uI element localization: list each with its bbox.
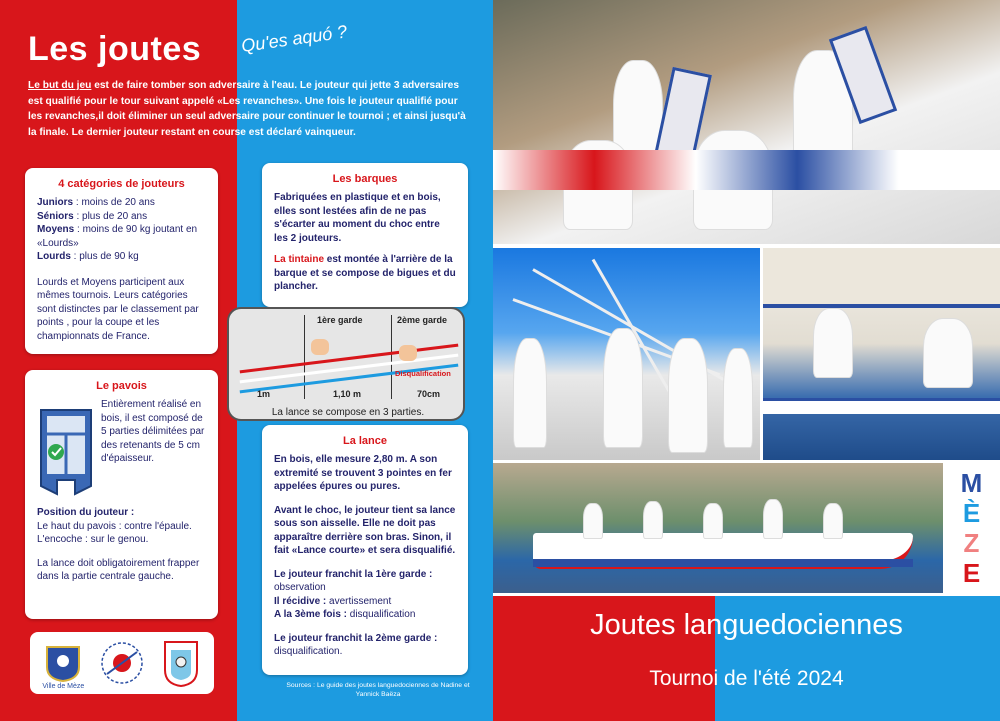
category-item: Lourds : plus de 90 kg <box>37 251 139 262</box>
meze-letter: È <box>962 498 981 528</box>
position-line: L'encoche : sur le genou. <box>37 534 149 545</box>
meze-vertical-label <box>943 463 1000 593</box>
position-title: Position du jouteur : <box>37 507 135 518</box>
club-shield-logo <box>158 636 204 690</box>
barques-title: Les barques <box>332 173 398 185</box>
length-label: 70cm <box>417 389 441 399</box>
garde1-label: 1ère garde <box>317 315 363 325</box>
length-label: 1,10 m <box>333 389 362 399</box>
lance-p2: Avant le choc, le jouteur tient sa lance sous son aisselle. Elle ne doit pas apparaître derrière son bras. Sinon, il fait «Lance courte» et sera disqualifié. <box>274 504 456 556</box>
page-title: Les joutes <box>28 30 202 68</box>
lance-rule-2: Il récidive : avertissement <box>274 595 392 607</box>
length-label: 1m <box>257 389 271 399</box>
position-line: Le haut du pavois : contre l'épaule. <box>37 520 192 532</box>
sponsor-logos <box>30 632 214 694</box>
lance-rule-3: A la 3ème fois : disqualification <box>274 609 416 620</box>
meze-letter: Z <box>963 528 980 558</box>
categories-box <box>25 168 218 354</box>
meze-letter: M <box>960 468 983 498</box>
lance-diagram <box>227 307 465 421</box>
diagram-divider <box>391 315 392 399</box>
intro-text <box>28 78 468 140</box>
ville-de-meze-label: Ville de Mèze <box>42 683 85 690</box>
categories-list <box>37 196 206 264</box>
garde2-label: 2ème garde <box>397 315 448 325</box>
intro-body: est de faire tomber son adversaire à l'eau. Le jouteur qui jette 3 adversaires est qualifié pour le tour suivant appelé «Les revanches». Une fois le jouteur qualifié pour les revanches,il doit éliminer un seul adversaire pour continuer le tournoi ; et ainsi jusqu'à la finale. Le dernier jouteur restant en course est déclaré vainqueur. <box>28 80 466 138</box>
source-note: Sources : Le guide des joutes languedociennes de Nadine et Yannick Baëza <box>286 682 470 698</box>
ville-de-meze-logo <box>40 636 86 690</box>
hand-icon <box>311 339 329 355</box>
disqualification-label: Disqualification <box>395 369 451 378</box>
meze-letter: E <box>962 558 981 588</box>
diagram-divider <box>304 315 305 399</box>
tintaine-text: La tintaine est montée à l'arrière de la barque et se compose de bigues et du plancher. <box>274 254 456 292</box>
lance-title: La lance <box>342 435 388 447</box>
categories-note: Lourds et Moyens participent aux mêmes tournois. Leurs catégories sont distinctes par le classement par points , pour la coupe et les championnats de France. <box>37 276 199 342</box>
pavois-title: Le pavois <box>96 380 147 392</box>
page-subtitle: Qu'es aquó ? <box>240 21 349 57</box>
hand-icon <box>399 345 417 361</box>
barques-box <box>262 163 468 307</box>
banner-title: Joutes languedociennes <box>590 609 903 641</box>
categories-title: 4 catégories de jouteurs <box>58 178 185 190</box>
lance-p1: En bois, elle mesure 2,80 m. A son extremité se trouvent 3 pointes en fer appelées épures ou pures. <box>274 454 452 492</box>
category-item: Juniors : moins de 20 ans <box>37 197 155 208</box>
diagram-caption: La lance se compose en 3 parties. <box>271 407 425 418</box>
photo-parade <box>493 248 760 460</box>
photo-jousters-clash <box>493 0 1000 244</box>
barques-text: Fabriquées en plastique et en bois, elles sont lestées afin de ne pas s'écarter au moment du choc entre les 2 jouteurs. <box>274 192 441 244</box>
category-item: Séniors : plus de 20 ans <box>37 210 148 222</box>
lance-sportive-logo <box>99 636 145 690</box>
pavois-shield-icon <box>37 406 95 498</box>
pavois-rule: La lance doit obligatoirement frapper dans la partie centrale gauche. <box>37 557 200 582</box>
lance-rule-4-title: Le jouteur franchit la 2ème garde : <box>274 632 438 644</box>
lance-rule-4-text: disqualification. <box>274 646 343 657</box>
photo-boat-joust <box>763 248 1000 460</box>
pavois-box <box>25 370 218 619</box>
lance-box <box>262 425 468 675</box>
pavois-text: Entièrement réalisé en bois, il est composé de 5 parties délimitées par des retenants de 5 cm d'épaisseur. <box>101 399 205 464</box>
lance-rule-1-title: Le jouteur franchit la 1ère garde : <box>274 568 433 580</box>
banner-subtitle: Tournoi de l'été 2024 <box>649 667 844 690</box>
lance-rule-1-text: observation <box>274 582 326 593</box>
intro-bold: Le but du jeu <box>28 80 92 91</box>
photo-rowers <box>493 463 943 593</box>
category-item: Moyens : moins de 90 kg joutant en «Lourds» <box>37 224 198 249</box>
